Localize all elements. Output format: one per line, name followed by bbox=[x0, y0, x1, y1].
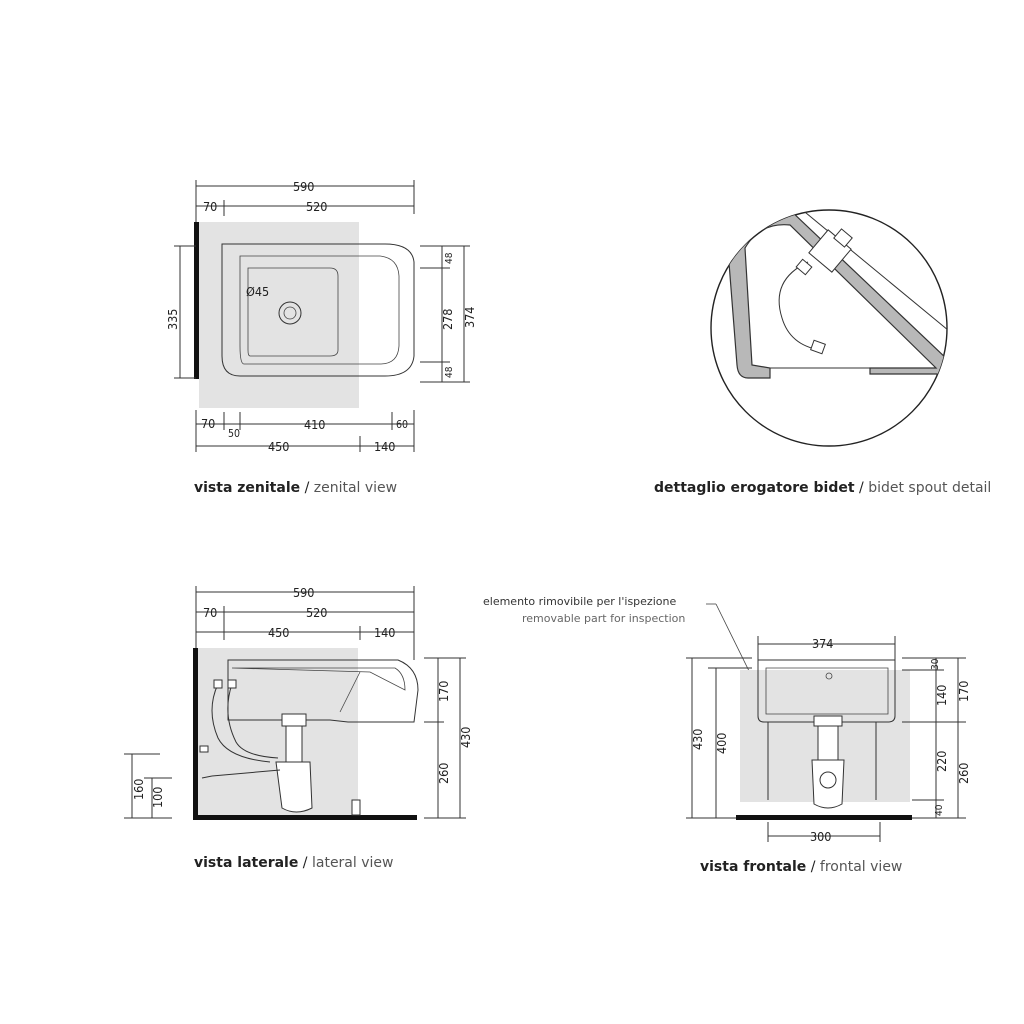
dim-label: 220 bbox=[934, 750, 949, 772]
dim-label: 50 bbox=[228, 428, 241, 440]
dim-label: 170 bbox=[436, 680, 451, 702]
dim-label: 400 bbox=[714, 732, 729, 754]
side-view-foot bbox=[352, 800, 360, 815]
caption-en: lateral view bbox=[311, 855, 394, 871]
dim-label: 70 bbox=[203, 199, 218, 214]
caption-en: zenital view bbox=[313, 480, 398, 496]
front-view bbox=[483, 595, 971, 875]
dim-label: 70 bbox=[201, 416, 216, 431]
top-view-caption bbox=[194, 480, 397, 496]
side-view-valve bbox=[214, 680, 222, 688]
dim-label: 140 bbox=[374, 439, 396, 454]
dim-label: 60 bbox=[396, 419, 409, 431]
top-view bbox=[165, 179, 477, 496]
side-view-valve bbox=[228, 680, 236, 688]
detail-view bbox=[654, 208, 991, 496]
dim-label: 278 bbox=[440, 308, 455, 330]
dim-label: 410 bbox=[304, 417, 326, 432]
front-view-floor bbox=[736, 815, 912, 820]
dim-label: 140 bbox=[374, 625, 396, 640]
dim-label: 520 bbox=[306, 605, 328, 620]
dim-label: 30 bbox=[930, 658, 941, 670]
side-view bbox=[124, 585, 473, 871]
detail-view-caption bbox=[654, 480, 991, 496]
dim-label: 430 bbox=[458, 726, 473, 748]
side-view-valve bbox=[200, 746, 208, 752]
caption-it: vista frontale bbox=[700, 859, 807, 875]
dim-label: 40 bbox=[934, 804, 945, 816]
dim-label: 374 bbox=[812, 636, 834, 651]
dim-label: 450 bbox=[268, 625, 290, 640]
top-view-drain-label: Ø45 bbox=[246, 284, 270, 299]
side-view-backplate bbox=[198, 648, 358, 815]
caption-sep: / bbox=[806, 859, 820, 875]
dim-label: 100 bbox=[150, 786, 165, 808]
dim-label: 450 bbox=[268, 439, 290, 454]
dim-label: 48 bbox=[444, 366, 455, 378]
caption-sep: / bbox=[300, 480, 314, 496]
side-view-drain-pipe bbox=[286, 726, 302, 762]
caption-it: vista laterale bbox=[194, 855, 299, 871]
caption-en: bidet spout detail bbox=[868, 480, 992, 496]
front-view-caption bbox=[700, 859, 902, 875]
dim-label: 590 bbox=[293, 179, 315, 194]
side-view-siphon bbox=[276, 762, 312, 812]
dim-label: 520 bbox=[306, 199, 328, 214]
side-view-drain-flange bbox=[282, 714, 306, 726]
dim-label: 170 bbox=[956, 680, 971, 702]
side-view-floor bbox=[193, 815, 417, 820]
front-view-siphon bbox=[812, 760, 844, 808]
caption-it: vista zenitale bbox=[194, 480, 301, 496]
front-view-drain-flange bbox=[814, 716, 842, 726]
caption-en: frontal view bbox=[819, 859, 903, 875]
caption-sep: / bbox=[854, 480, 869, 496]
caption-it: dettaglio erogatore bidet bbox=[654, 480, 855, 496]
front-view-drain-pipe bbox=[818, 726, 838, 760]
dim-label: 140 bbox=[934, 684, 949, 706]
dim-label: 260 bbox=[436, 762, 451, 784]
dim-label: 374 bbox=[462, 306, 477, 328]
front-view-note-it: elemento rimovibile per l'ispezione bbox=[483, 595, 677, 608]
dim-label: 160 bbox=[131, 778, 146, 800]
caption-sep: / bbox=[298, 855, 312, 871]
side-view-wall bbox=[193, 648, 198, 820]
dim-label: 48 bbox=[444, 252, 455, 264]
dim-label: 335 bbox=[165, 308, 180, 330]
front-view-note-en: removable part for inspection bbox=[522, 612, 686, 625]
dim-label: 300 bbox=[810, 829, 832, 844]
dim-label: 260 bbox=[956, 762, 971, 784]
dim-label: 590 bbox=[293, 585, 315, 600]
dim-label: 430 bbox=[690, 728, 705, 750]
side-view-caption bbox=[194, 855, 393, 871]
dim-label: 70 bbox=[203, 605, 218, 620]
